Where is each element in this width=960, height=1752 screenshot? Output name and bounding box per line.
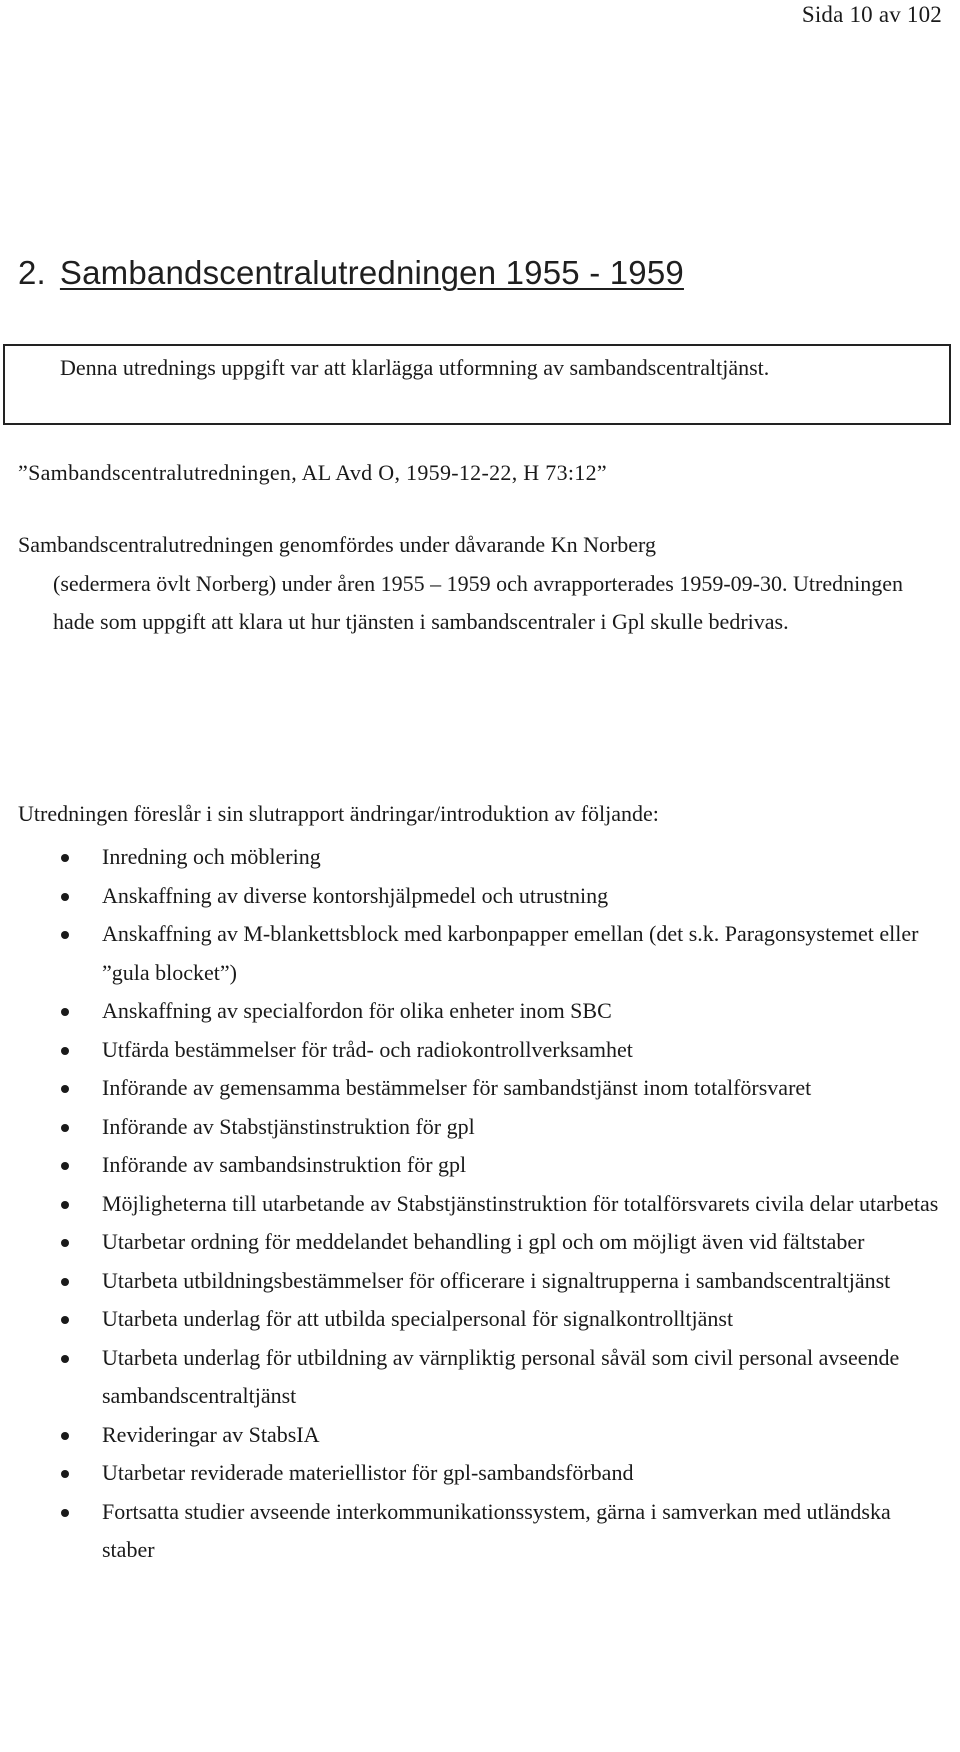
list-item-text: Fortsatta studier avseende interkommunikationssystem, gärna i samverkan med utländska staber xyxy=(102,1498,891,1562)
list-item-text: Inredning och möblering xyxy=(102,844,321,869)
list-item xyxy=(0,1416,960,1455)
bullet-icon xyxy=(61,1085,69,1093)
list-item-text: Utarbetar ordning för meddelandet behandling i gpl och om möjligt även vid fältstaber xyxy=(102,1229,865,1254)
list-item xyxy=(0,1262,960,1301)
intro-paragraph xyxy=(18,526,948,642)
summary-text: Denna utrednings uppgift var att klarlägga utformning av sambandscentraltjänst. xyxy=(60,355,770,380)
section-number: 2. xyxy=(18,254,46,291)
list-item xyxy=(0,1069,960,1108)
list-item xyxy=(0,1454,960,1493)
source-reference: ”Sambandscentralutredningen, AL Avd O, 1959-12-22, H 73:12” xyxy=(18,460,607,485)
bullet-icon xyxy=(61,1316,69,1324)
bullet-icon xyxy=(61,1124,69,1132)
bullet-icon xyxy=(61,1355,69,1363)
intro-paragraph-rest: (sedermera övlt Norberg) under åren 1955 – 1959 och avrapporterades 1959-09-30. Utredningen hade som uppgift att klara ut hur tjänsten i sambandscentraler i Gpl skulle bedrivas. xyxy=(53,570,903,634)
list-item xyxy=(0,1185,960,1224)
proposal-list xyxy=(0,838,960,1570)
summary-box xyxy=(3,344,951,425)
section-heading xyxy=(18,254,684,292)
bullet-icon xyxy=(61,893,69,901)
bullet-icon xyxy=(61,1278,69,1286)
list-item-text: Revideringar av StabsIA xyxy=(102,1421,320,1447)
list-item xyxy=(0,838,960,877)
bullet-icon xyxy=(61,1239,69,1247)
bullet-icon xyxy=(61,1432,69,1440)
list-item xyxy=(0,1339,960,1416)
bullet-icon xyxy=(61,931,69,939)
list-item xyxy=(0,1146,960,1185)
bullet-icon xyxy=(61,854,69,862)
list-item-text: Utarbetar reviderade materiellistor för gpl-sambandsförband xyxy=(102,1460,634,1485)
list-item-text: Utarbeta underlag för att utbilda specialpersonal för signalkontrolltjänst xyxy=(102,1306,734,1331)
list-item xyxy=(0,877,960,916)
bullet-icon xyxy=(61,1201,69,1209)
proposals-intro: Utredningen föreslår i sin slutrapport ändringar/introduktion av följande: xyxy=(18,801,659,826)
list-item xyxy=(0,915,960,992)
list-item xyxy=(0,1108,960,1147)
list-item-text: Införande av sambandsinstruktion för gpl xyxy=(102,1152,467,1177)
list-item-text: Införande av Stabstjänstinstruktion för gpl xyxy=(102,1113,475,1139)
bullet-icon xyxy=(61,1162,69,1170)
list-item xyxy=(0,1223,960,1262)
list-item-text: Anskaffning av specialfordon för olika enheter inom SBC xyxy=(102,998,612,1023)
list-item xyxy=(0,1031,960,1070)
list-item xyxy=(0,992,960,1031)
section-title: Sambandscentralutredningen 1955 - 1959 xyxy=(59,254,684,291)
list-item-text: Utarbeta utbildningsbestämmelser för officerare i signaltrupperna i sambandscentraltjänst xyxy=(102,1267,891,1293)
list-item-text: Anskaffning av M-blankettsblock med karbonpapper emellan (det s.k. Paragonsystemet eller ”gula blocket”) xyxy=(102,921,919,985)
bullet-icon xyxy=(61,1047,69,1055)
intro-paragraph-first-line: Sambandscentralutredningen genomfördes under dåvarande Kn Norberg xyxy=(18,532,656,557)
list-item-text: Anskaffning av diverse kontorshjälpmedel och utrustning xyxy=(102,882,609,908)
page-number: Sida 10 av 102 xyxy=(801,2,942,27)
list-item-text: Utarbeta underlag för utbildning av värnpliktig personal såväl som civil personal avseende sambandscentraltjänst xyxy=(102,1344,900,1408)
list-item xyxy=(0,1300,960,1339)
bullet-icon xyxy=(61,1008,69,1016)
bullet-icon xyxy=(61,1509,69,1517)
bullet-icon xyxy=(61,1470,69,1478)
list-item-text: Utfärda bestämmelser för tråd- och radiokontrollverksamhet xyxy=(102,1036,633,1062)
list-item-text: Införande av gemensamma bestämmelser för sambandstjänst inom totalförsvaret xyxy=(102,1075,812,1100)
list-item-text: Möjligheterna till utarbetande av Stabstjänstinstruktion för totalförsvarets civila delar utarbetas xyxy=(102,1190,939,1216)
list-item xyxy=(0,1493,960,1570)
